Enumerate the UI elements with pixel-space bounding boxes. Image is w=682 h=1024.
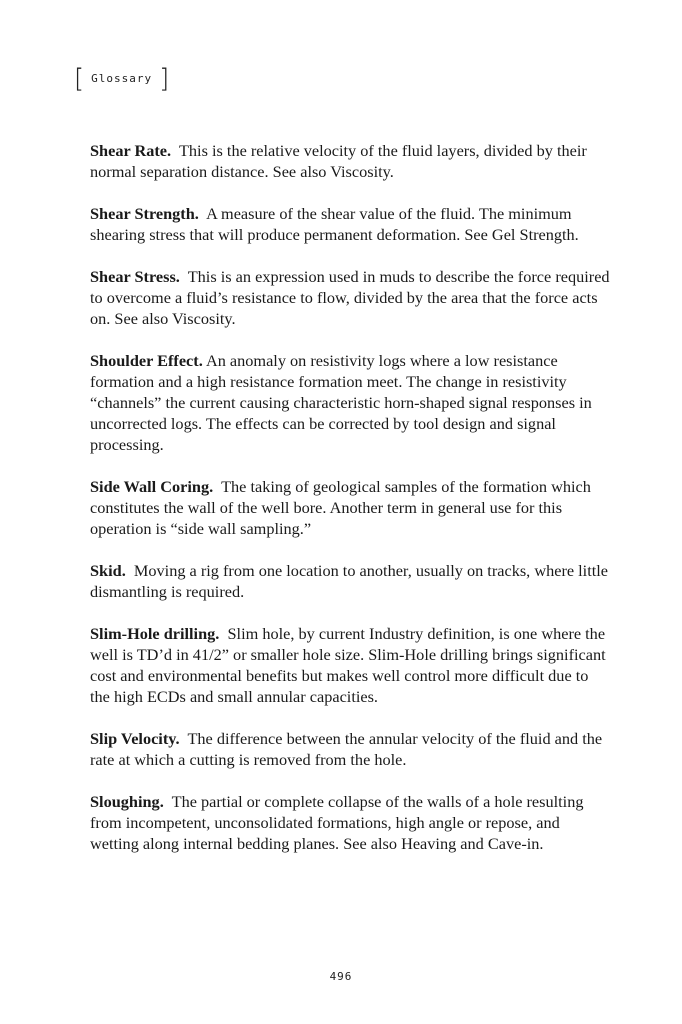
right-bracket-icon: ] (159, 64, 170, 94)
entry-term: Sloughing. (90, 792, 164, 811)
glossary-entry-sloughing (90, 791, 610, 854)
entry-term: Shear Strength. (90, 204, 199, 223)
glossary-entry-side-wall-coring (90, 476, 610, 539)
entry-definition: This is an expression used in muds to describe the force required to overcome a fluid’s resistance to flow, divided by the area that the force acts on. See also Viscosity. (90, 267, 610, 328)
entry-definition: A measure of the shear value of the fluid. The minimum shearing stress that will produce permanent deformation. See Gel Strength. (90, 204, 579, 244)
entry-term: Slip Velocity. (90, 729, 180, 748)
entry-term: Slim-Hole drilling. (90, 624, 220, 643)
glossary-entry-shear-rate (90, 140, 610, 182)
glossary-entry-slip-velocity (90, 728, 610, 770)
left-bracket-icon: [ (74, 64, 85, 94)
entry-term: Shear Rate. (90, 141, 172, 160)
glossary-entry-shear-stress (90, 266, 610, 329)
entry-definition: The difference between the annular velocity of the fluid and the rate at which a cutting is removed from the hole. (90, 729, 603, 769)
glossary-entry-shoulder-effect (90, 350, 610, 455)
page-number: 496 (329, 970, 353, 983)
entry-definition: Slim hole, by current Industry definition, is one where the well is TD’d in 41/2” or smaller hole size. Slim-Hole drilling brings significant cost and environmental benefits but makes well control more difficult due to the high ECDs and small annular capacities. (90, 624, 606, 706)
glossary-entry-slim-hole-drilling (90, 623, 610, 707)
entry-definition: This is the relative velocity of the fluid layers, divided by their normal separation distance. See also Viscosity. (90, 141, 587, 181)
entry-definition: An anomaly on resistivity logs where a low resistance formation and a high resistance formation meet. The change in resistivity “channels” the current causing characteristic horn-shaped signal responses in uncorrected logs. The effects can be corrected by tool design and signal processing. (90, 351, 592, 454)
glossary-entry-skid (90, 560, 610, 602)
entry-term: Shoulder Effect. (90, 351, 203, 370)
glossary-entries (90, 140, 610, 875)
section-label: Glossary (91, 72, 153, 85)
entry-definition: Moving a rig from one location to another, usually on tracks, where little dismantling is required. (90, 561, 609, 601)
entry-term: Skid. (90, 561, 126, 580)
entry-term: Side Wall Coring. (90, 477, 214, 496)
entry-term: Shear Stress. (90, 267, 180, 286)
entry-definition: The taking of geological samples of the formation which constitutes the wall of the well bore. Another term in general use for this operation is “side wall sampling.” (90, 477, 591, 538)
glossary-entry-shear-strength (90, 203, 610, 245)
entry-definition: The partial or complete collapse of the walls of a hole resulting from incompetent, unconsolidated formations, high angle or repose, and wetting along internal bedding planes. See also Heaving and Cave-in. (90, 792, 584, 853)
running-head (74, 64, 169, 94)
